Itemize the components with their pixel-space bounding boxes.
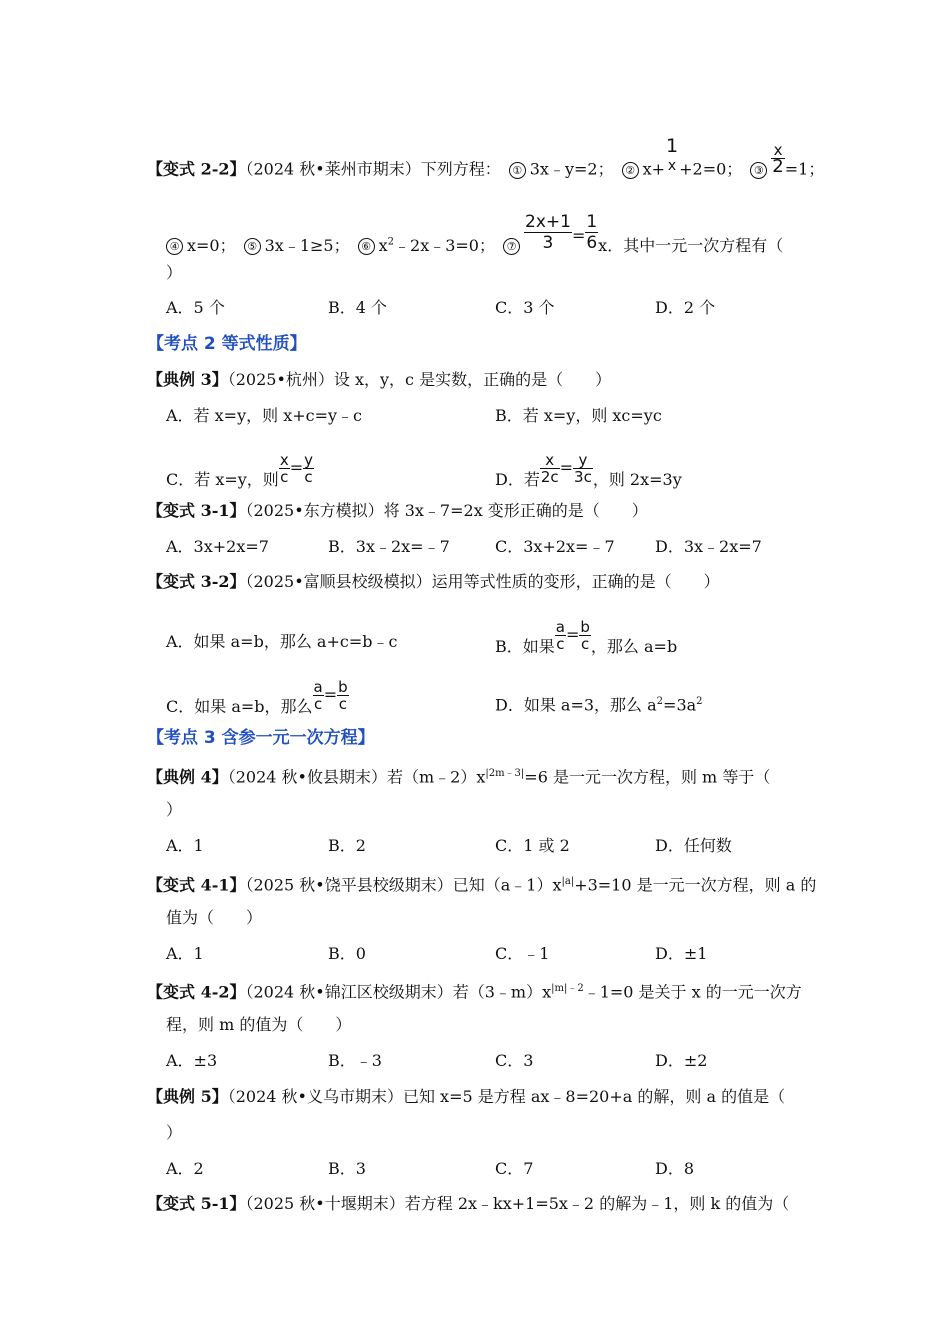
- equation-2-prefix: x+: [642, 159, 666, 179]
- question-v2-2-line1: [147, 135, 825, 190]
- equals-sign: =: [289, 458, 304, 477]
- fraction-denominator: c: [280, 468, 289, 486]
- option-c: C．﹣1: [495, 944, 550, 963]
- option-d: [495, 691, 703, 716]
- fraction: [555, 619, 566, 652]
- question-v4-1-line2: 值为（ ）: [166, 908, 263, 927]
- option-text: C．如果 a=b，那么: [166, 697, 313, 716]
- fraction-denominator: c: [304, 468, 313, 486]
- question-ex3: [147, 369, 611, 391]
- fraction: [337, 679, 349, 712]
- fraction-numerator: x: [771, 142, 784, 159]
- fraction-denominator: x: [667, 158, 677, 174]
- fraction-numerator: b: [580, 618, 590, 636]
- question-v3-2: [147, 571, 720, 593]
- equals-sign: =: [323, 685, 338, 704]
- option-b: B．2: [328, 836, 366, 855]
- option-d: D．2 个: [655, 298, 716, 317]
- question-text: （2024 秋•义乌市期末）已知 x=5 是方程 ax﹣8=20+a 的解，则 a 的值是（: [227, 1087, 786, 1106]
- question-text: （2025 秋•饶平县校级期末）已知（a﹣1）x: [245, 875, 562, 895]
- equals-sign: =: [571, 226, 586, 245]
- fraction: [540, 452, 560, 485]
- fraction-denominator: c: [338, 695, 348, 713]
- option-b: B．0: [328, 944, 366, 963]
- fraction-numerator: y: [573, 452, 593, 469]
- option-a: A．3x+2x=7: [166, 537, 269, 556]
- option-b: B．若 x=y，则 xc=yc: [495, 406, 662, 425]
- number-circle: ②: [622, 162, 639, 179]
- option-c: [166, 678, 349, 724]
- fraction: [573, 452, 593, 485]
- option-a: A．5 个: [166, 298, 225, 317]
- question-tag: 【变式 3-2】: [147, 572, 246, 591]
- option-a: A．若 x=y，则 x+c=y﹣c: [166, 406, 362, 425]
- superscript: 2: [387, 236, 395, 248]
- fraction-numerator: a: [313, 678, 323, 696]
- fraction: [579, 619, 591, 652]
- option-d: D．±2: [655, 1051, 708, 1070]
- question-v4-1-line1: [147, 871, 816, 896]
- number-circle: ④: [166, 238, 183, 255]
- fraction: [279, 452, 290, 485]
- question-tag: 【变式 3-1】: [147, 501, 246, 520]
- fraction-numerator: x: [279, 451, 289, 469]
- fraction-numerator: y: [304, 451, 313, 469]
- question-v5-1-line1: [147, 1193, 789, 1215]
- fraction-numerator: b: [338, 678, 348, 696]
- option-b: [495, 618, 678, 664]
- question-v4-2-line2: 程，则 m 的值为（ ）: [166, 1015, 352, 1034]
- equation-7-suffix: x．其中一元一次方程有（: [598, 236, 784, 255]
- option-d: [495, 451, 682, 497]
- question-close-paren: ）: [166, 800, 183, 819]
- equation-1: 3x﹣y=2；: [529, 159, 614, 179]
- question-v2-2-line2: [166, 212, 784, 267]
- option-d: D．3x﹣2x=7: [655, 537, 762, 556]
- number-circle: ①: [509, 162, 526, 179]
- option-d: D．8: [655, 1159, 695, 1178]
- superscript: |2m﹣3|: [485, 768, 525, 779]
- fraction: [771, 142, 784, 175]
- fraction-denominator: 3c: [574, 468, 592, 486]
- fraction-denominator: 2: [772, 155, 784, 177]
- option-text: ，那么 a=b: [590, 637, 678, 656]
- fraction: [303, 452, 314, 485]
- option-text: C．若 x=y，则: [166, 470, 279, 489]
- option-text: =3a: [663, 695, 697, 715]
- option-b: B．4 个: [328, 298, 388, 317]
- superscript: 2: [656, 696, 664, 707]
- equation-5: 3x﹣1≥5；: [264, 236, 350, 255]
- option-a: A．±3: [166, 1051, 218, 1070]
- superscript: |m|﹣2: [551, 983, 584, 994]
- option-text: B．如果: [495, 637, 555, 656]
- option-text: ，则 2x=3y: [592, 470, 682, 489]
- question-tag: 【典例 3】: [147, 370, 228, 389]
- fraction-numerator: 2x+1: [525, 212, 571, 232]
- fraction-denominator: 6: [586, 233, 598, 253]
- fraction: [585, 212, 598, 253]
- equation-6-prefix: x: [378, 236, 388, 255]
- question-source: （2024 秋•莱州市期末）下列方程：: [245, 159, 501, 179]
- section-heading-kp3: 【考点 3 含参一元一次方程】: [147, 728, 375, 748]
- option-text: D．如果 a=3，那么 a: [495, 695, 657, 715]
- option-a: A．2: [166, 1159, 204, 1178]
- question-text: （2025•东方模拟）将 3x﹣7=2x 变形正确的是（ ）: [245, 501, 648, 520]
- question-text: （2025•富顺县校级模拟）运用等式性质的变形，正确的是（ ）: [245, 572, 720, 591]
- question-close-paren: ）: [166, 1123, 183, 1142]
- fraction-numerator: x: [540, 452, 560, 469]
- equation-6-suffix: ﹣2x﹣3=0；: [394, 236, 495, 255]
- number-circle: ⑤: [244, 238, 261, 255]
- fraction: [524, 212, 572, 253]
- section-heading-kp2: 【考点 2 等式性质】: [147, 334, 307, 354]
- superscript: 2: [696, 696, 703, 707]
- question-tag: 【变式 4-1】: [147, 875, 246, 895]
- question-tag: 【变式 2-2】: [147, 159, 246, 179]
- option-c: [166, 451, 314, 497]
- option-a: A．1: [166, 944, 204, 963]
- question-text: ﹣1=0 是关于 x 的一元一次方: [583, 982, 802, 1002]
- option-a: A．1: [166, 836, 204, 855]
- question-v4-2-line1: [147, 978, 802, 1003]
- option-b: B．3x﹣2x=﹣7: [328, 537, 450, 556]
- fraction-denominator: 2c: [540, 468, 559, 486]
- option-d: D．任何数: [655, 836, 732, 855]
- option-c: C．7: [495, 1159, 534, 1178]
- question-text: （2025•杭州）设 x，y，c 是实数，正确的是（ ）: [227, 370, 612, 389]
- fraction-denominator: c: [581, 635, 590, 653]
- fraction-denominator: 3: [542, 233, 554, 253]
- option-c: C．3x+2x=﹣7: [495, 537, 615, 556]
- question-ex5-line1: [147, 1086, 785, 1108]
- equation-3-suffix: =1；: [784, 159, 825, 179]
- equation-4: x=0；: [187, 236, 236, 255]
- number-circle: ③: [750, 162, 767, 179]
- question-tag: 【变式 4-2】: [147, 982, 246, 1002]
- question-text: +3=10 是一元一次方程，则 a 的: [574, 875, 817, 895]
- question-tag: 【典例 4】: [147, 767, 228, 787]
- fraction-numerator: 1: [586, 212, 598, 232]
- equals-sign: =: [559, 458, 574, 477]
- question-tag: 【典例 5】: [147, 1087, 228, 1106]
- equation-2-suffix: +2=0；: [679, 159, 743, 179]
- question-v3-1: [147, 500, 648, 522]
- fraction-denominator: c: [314, 695, 323, 713]
- option-a: A．如果 a=b，那么 a+c=b﹣c: [166, 632, 398, 651]
- superscript: |a|: [561, 876, 575, 887]
- option-c: C．1 或 2: [495, 836, 570, 855]
- option-text: D．若: [495, 470, 540, 489]
- question-ex4-line1: [147, 763, 770, 788]
- question-text: =6 是一元一次方程，则 m 等于（: [524, 767, 771, 787]
- fraction-numerator: 1: [666, 135, 679, 157]
- fraction: [665, 136, 679, 176]
- option-c: C．3 个: [495, 298, 555, 317]
- question-text: （2024 秋•攸县期末）若（m﹣2）x: [227, 767, 486, 787]
- fraction-denominator: c: [556, 635, 565, 653]
- question-tag: 【变式 5-1】: [147, 1194, 246, 1213]
- equals-sign: =: [565, 625, 580, 644]
- option-d: D．±1: [655, 944, 708, 963]
- question-text: （2024 秋•锦江区校级期末）若（3﹣m）x: [245, 982, 552, 1002]
- question-close-paren: ）: [166, 263, 183, 282]
- option-b: B．﹣3: [328, 1051, 382, 1070]
- option-b: B．3: [328, 1159, 366, 1178]
- number-circle: ⑦: [503, 238, 520, 255]
- option-c: C．3: [495, 1051, 534, 1070]
- fraction-numerator: a: [555, 618, 565, 636]
- question-text: （2025 秋•十堰期末）若方程 2x﹣kx+1=5x﹣2 的解为﹣1，则 k 的值为（: [245, 1194, 790, 1213]
- fraction: [313, 679, 324, 712]
- number-circle: ⑥: [358, 238, 375, 255]
